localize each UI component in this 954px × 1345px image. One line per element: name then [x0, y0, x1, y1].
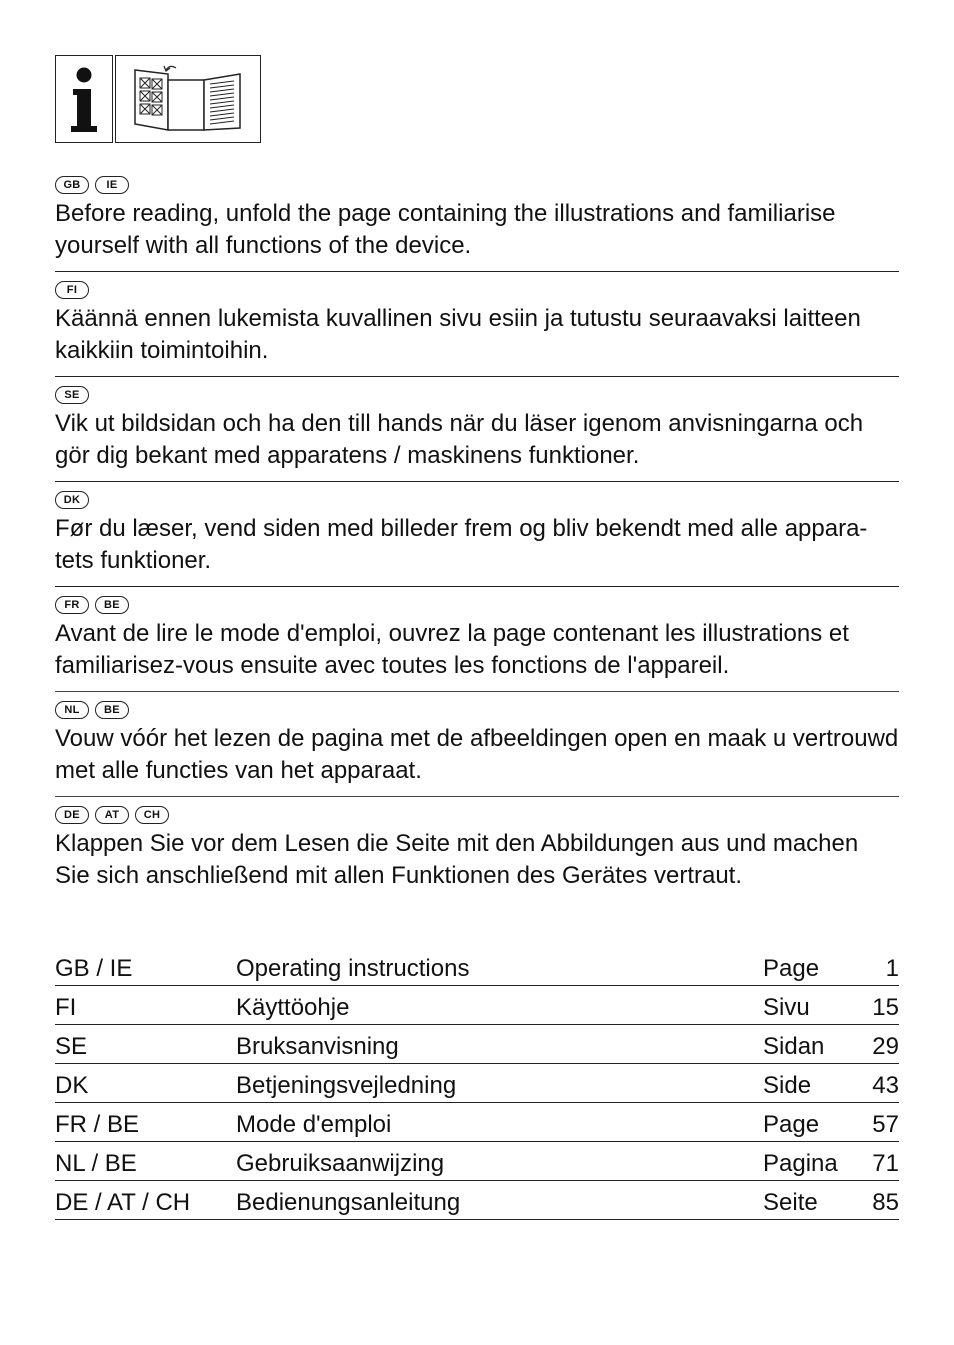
country-badges	[55, 175, 899, 195]
toc-language-code: FI	[55, 986, 236, 1025]
section-text: Før du læser, vend siden med billeder frem og bliv bekendt med alle appara-tets funktioner.	[55, 515, 868, 574]
unfold-page-icon	[115, 55, 261, 143]
header-icons	[55, 55, 899, 145]
country-badge: SE	[55, 386, 89, 404]
section-se	[55, 377, 899, 482]
country-badge: NL	[55, 701, 89, 719]
instruction-sections	[55, 175, 899, 901]
toc-row	[55, 1142, 899, 1181]
toc-page-label: Sidan	[763, 1025, 859, 1064]
country-badge: AT	[95, 806, 129, 824]
toc-title: Bruksanvisning	[236, 1025, 763, 1064]
country-badges	[55, 280, 899, 300]
country-badge: DE	[55, 806, 89, 824]
toc-page-label: Side	[763, 1064, 859, 1103]
country-badges	[55, 385, 899, 405]
toc-title: Bedienungsanleitung	[236, 1181, 763, 1220]
toc-row	[55, 1181, 899, 1220]
toc-page-number: 43	[859, 1064, 899, 1103]
toc-title: Operating instructions	[236, 947, 763, 986]
section-text: Vik ut bildsidan och ha den till hands när du läser igenom anvisningarna och gör dig bekant med apparatens / maskinens funktioner.	[55, 410, 864, 469]
country-badge: BE	[95, 701, 129, 719]
toc-page-number: 29	[859, 1025, 899, 1064]
toc-row	[55, 1103, 899, 1142]
section-fr-be	[55, 587, 899, 692]
country-badge: IE	[95, 176, 129, 194]
toc-page-label: Page	[763, 947, 859, 986]
toc-page-number: 85	[859, 1181, 899, 1220]
toc-page-number: 15	[859, 986, 899, 1025]
section-text: Käännä ennen lukemista kuvallinen sivu esiin ja tutustu seuraavaksi laitteen kaikkiin toimintoihin.	[55, 305, 861, 364]
toc-language-code: DE / AT / CH	[55, 1181, 236, 1220]
toc-page-label: Pagina	[763, 1142, 859, 1181]
country-badge: GB	[55, 176, 89, 194]
toc-language-code: FR / BE	[55, 1103, 236, 1142]
country-badges	[55, 805, 899, 825]
section-text: Klappen Sie vor dem Lesen die Seite mit den Abbildungen aus und machen Sie sich anschließend mit allen Funktionen des Gerätes vertraut.	[55, 830, 859, 889]
toc-row	[55, 1064, 899, 1103]
section-text: Before reading, unfold the page containing the illustrations and familiarise yourself with all functions of the device.	[55, 200, 836, 259]
toc-page-label: Seite	[763, 1181, 859, 1220]
section-nl-be	[55, 692, 899, 797]
toc-page-number: 1	[859, 947, 899, 986]
section-gb-ie	[55, 175, 899, 272]
country-badge: DK	[55, 491, 89, 509]
toc-page-label: Sivu	[763, 986, 859, 1025]
table-of-contents	[55, 947, 899, 1220]
toc-language-code: NL / BE	[55, 1142, 236, 1181]
toc-title: Betjeningsvejledning	[236, 1064, 763, 1103]
toc-page-number: 71	[859, 1142, 899, 1181]
country-badges	[55, 595, 899, 615]
section-text: Avant de lire le mode d'emploi, ouvrez la page contenant les illustrations et familiarisez-vous ensuite avec toutes les fonctions de l'appareil.	[55, 620, 849, 679]
section-de-at-ch	[55, 797, 899, 901]
toc-language-code: GB / IE	[55, 947, 236, 986]
section-fi	[55, 272, 899, 377]
toc-title: Gebruiksaanwijzing	[236, 1142, 763, 1181]
country-badges	[55, 700, 899, 720]
toc-page-label: Page	[763, 1103, 859, 1142]
toc-title: Käyttöohje	[236, 986, 763, 1025]
country-badges	[55, 490, 899, 510]
toc-page-number: 57	[859, 1103, 899, 1142]
toc-language-code: SE	[55, 1025, 236, 1064]
country-badge: BE	[95, 596, 129, 614]
country-badge: FI	[55, 281, 89, 299]
page	[55, 55, 899, 1220]
country-badge: CH	[135, 806, 169, 824]
toc-row	[55, 947, 899, 986]
country-badge: FR	[55, 596, 89, 614]
section-text: Vouw vóór het lezen de pagina met de afbeeldingen open en maak u vertrouwd met alle functies van het apparaat.	[55, 725, 899, 784]
toc-row	[55, 986, 899, 1025]
toc-row	[55, 1025, 899, 1064]
info-icon	[55, 55, 113, 143]
section-dk	[55, 482, 899, 587]
toc-language-code: DK	[55, 1064, 236, 1103]
toc-title: Mode d'emploi	[236, 1103, 763, 1142]
